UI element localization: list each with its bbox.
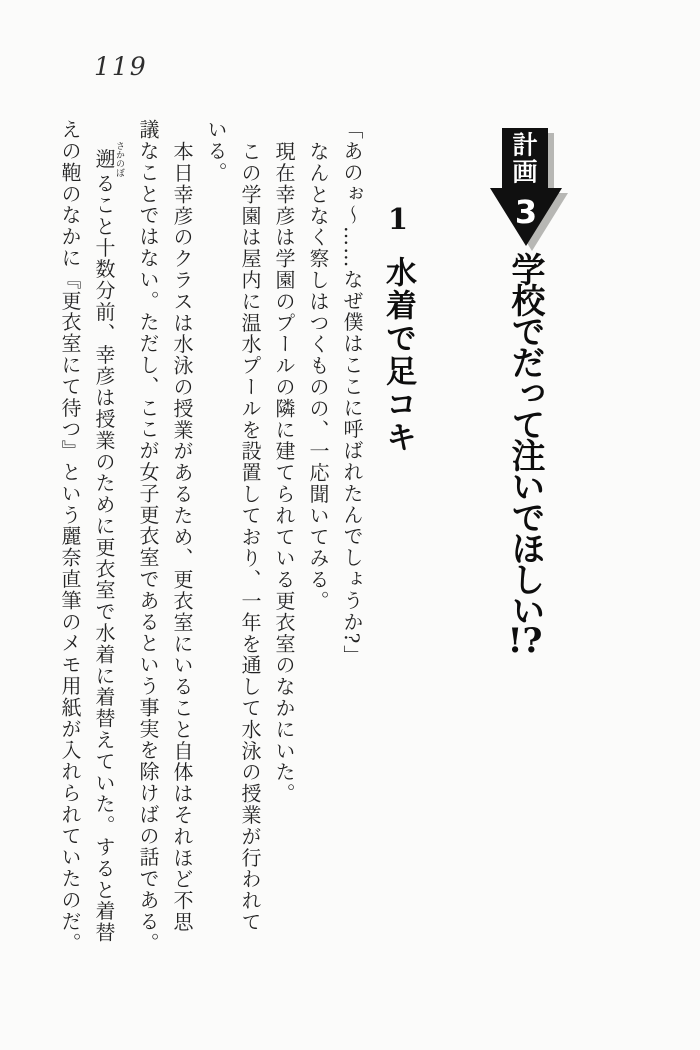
section-heading — [372, 202, 424, 454]
body-line — [206, 119, 226, 979]
body-line — [342, 119, 362, 979]
page-number: 119 — [94, 52, 148, 81]
text-segment: なんとなく察しはつくものの、一応聞いてみる。 — [306, 140, 330, 612]
body-line — [94, 119, 124, 979]
text-segment: いる。 — [204, 119, 228, 184]
body-line — [274, 119, 294, 979]
arrow-label-char1: 計 — [512, 130, 538, 160]
text-segment: ること十数分前、幸彦は授業のために更衣室で水着に着替えていた。すると着替 — [92, 172, 116, 943]
text-segment: この学園は屋内に温水プールを設置しており、一年を通して水泳の授業が行われて — [238, 140, 262, 933]
text-segment: 本日幸彦のクラスは水泳の授業があるため、更衣室にいること自体はそれほど不思 — [170, 140, 194, 933]
body-line — [308, 119, 328, 979]
text-segment: !? — [507, 624, 543, 658]
body-line — [138, 119, 158, 979]
body-line — [240, 119, 260, 979]
arrow-number: 3 — [514, 193, 538, 231]
body-line — [60, 119, 80, 979]
ruby-annotated-text: 遡さかのぼ — [92, 140, 124, 177]
text-segment: 学校でだって注いでほしい — [505, 252, 545, 624]
body-line — [172, 119, 192, 979]
text-segment: 議なことではない。ただし、ここが女子更衣室であるという事実を除けばの話である。 — [136, 119, 160, 954]
section-number: 1 — [387, 202, 409, 236]
text-segment: えの鞄のなかに『更衣室にて待つ』という麗奈直筆のメモ用紙が入れられていたのだ。 — [58, 119, 82, 954]
arrow-label-char2: 画 — [512, 157, 538, 187]
body-text — [52, 119, 362, 979]
section-title: 水着で足コキ — [380, 256, 417, 454]
chapter-title — [505, 252, 545, 682]
text-segment: 「あのぉ～……なぜ僕はここに呼ばれたんでしょうか?」 — [340, 119, 364, 667]
down-arrow-icon — [488, 126, 570, 254]
text-segment: 現在幸彦は学園のプールの隣に建てられている更衣室のなかにいた。 — [272, 140, 296, 804]
